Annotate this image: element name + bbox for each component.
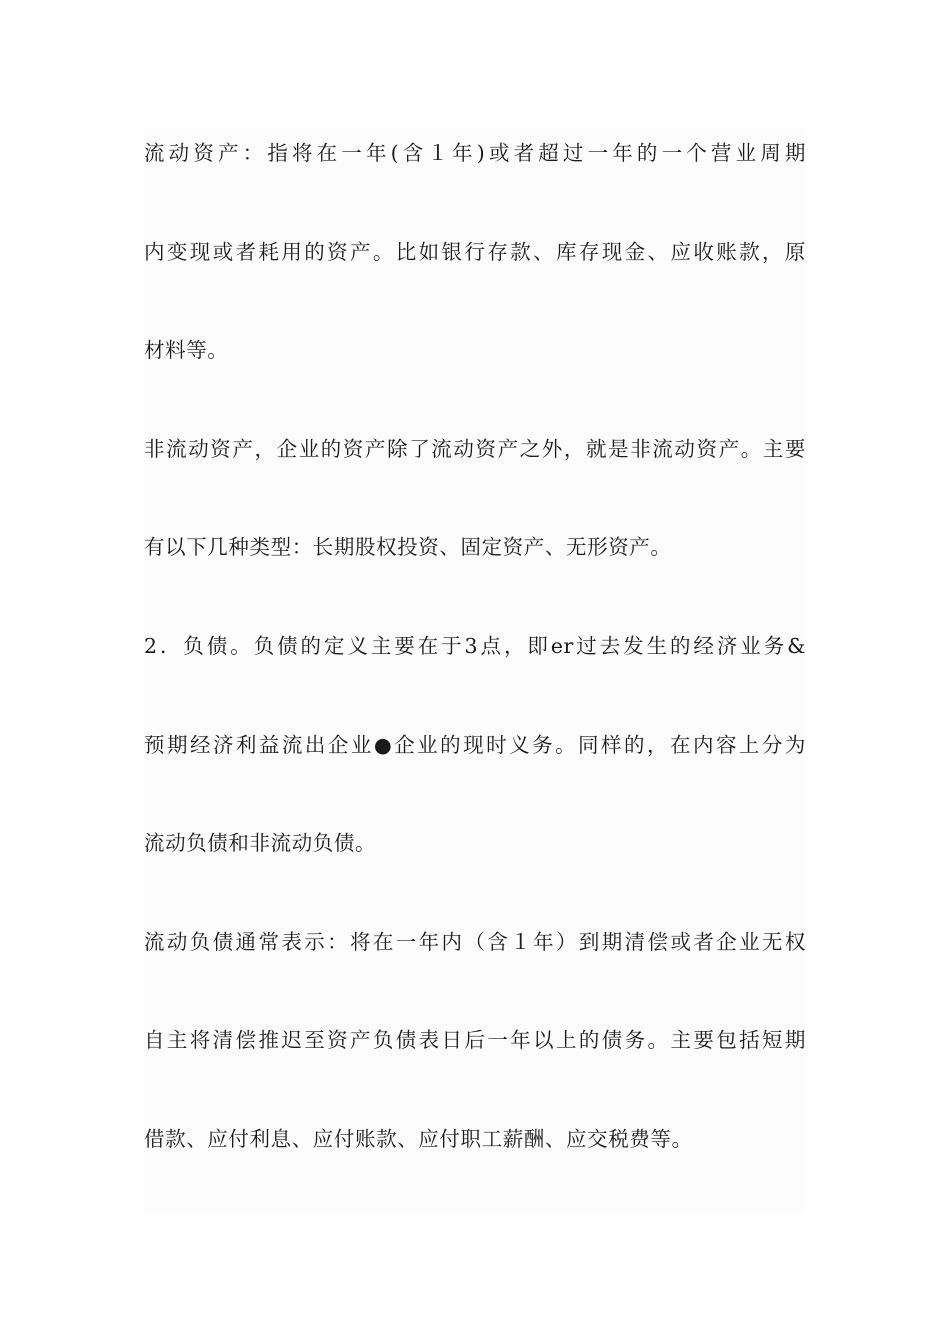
paragraph-current-assets-line-3: 材料等。: [144, 338, 229, 363]
paragraph-current-assets-line-1: 流动资产：指将在一年(含１年)或者超过一年的一个营业周期: [144, 141, 806, 165]
paragraph-liabilities-line-1: 2．负债。负债的定义主要在于3点，即er过去发生的经济业务&: [144, 633, 806, 658]
paragraph-noncurrent-assets-line-1: 非流动资产，企业的资产除了流动资产之外，就是非流动资产。主要: [144, 436, 806, 461]
paragraph-noncurrent-assets-line-2: 有以下几种类型：长期股权投资、固定资产、无形资产。: [144, 535, 672, 560]
paragraph-current-liabilities-line-1: 流动负债通常表示：将在一年内（含１年）到期清偿或者企业无权: [144, 929, 806, 954]
paragraph-current-liabilities-line-3: 借款、应付利息、应付账款、应付职工薪酬、应交税费等。: [144, 1126, 693, 1151]
document-body: [144, 128, 806, 1213]
paragraph-current-liabilities-line-2: 自主将清偿推迟至资产负债表日后一年以上的债务。主要包括短期: [144, 1028, 806, 1053]
paragraph-current-assets-line-2: 内变现或者耗用的资产。比如银行存款、库存现金、应收账款，原: [144, 239, 806, 264]
paragraph-liabilities-line-3: 流动负债和非流动负债。: [144, 831, 377, 856]
paragraph-liabilities-line-2: 预期经济利益流出企业●企业的现时义务。同样的，在内容上分为: [144, 732, 806, 757]
